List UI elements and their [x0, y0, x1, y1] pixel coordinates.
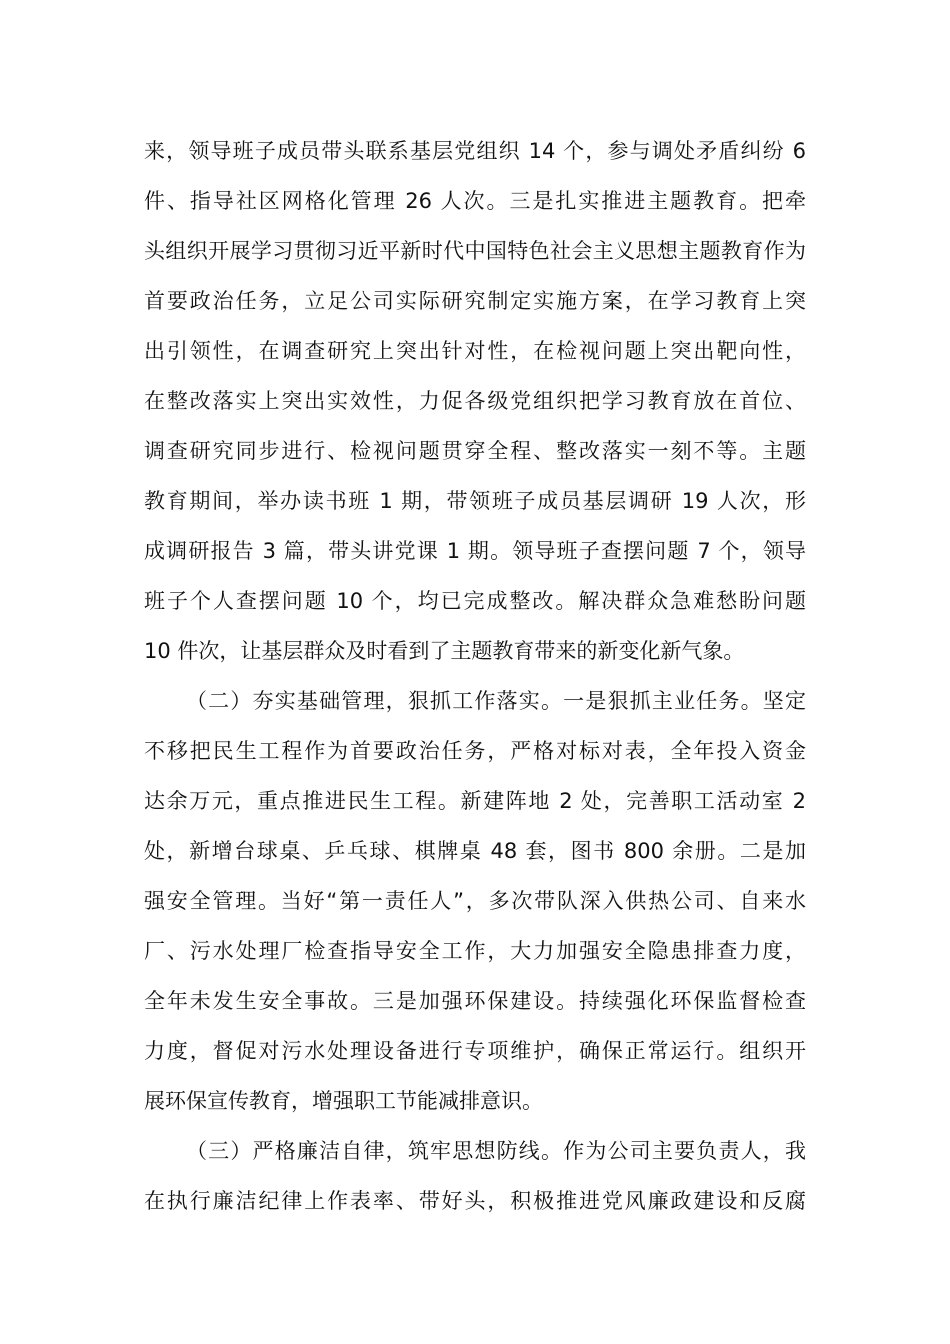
text-line: 不移把民生工程作为首要政治任务，严格对标对表，全年投入资金	[144, 739, 806, 763]
text-line: （二）夯实基础管理，狠抓工作落实。一是狠抓主业任务。坚定	[186, 689, 806, 713]
text-line: 调查研究同步进行、检视问题贯穿全程、整改落实一刻不等。主题	[144, 439, 806, 463]
text-line: （三）严格廉洁自律，筑牢思想防线。作为公司主要负责人，我	[186, 1139, 806, 1163]
paragraph-2	[144, 676, 806, 1126]
text-line: 在执行廉洁纪律上作表率、带好头，积极推进党风廉政建设和反腐	[144, 1189, 806, 1213]
paragraph-3	[144, 1126, 806, 1226]
text-line: 来，领导班子成员带头联系基层党组织 14 个，参与调处矛盾纠纷 6	[144, 139, 806, 163]
text-line: 班子个人查摆问题 10 个，均已完成整改。解决群众急难愁盼问题	[144, 589, 806, 613]
text-line: 达余万元，重点推进民生工程。新建阵地 2 处，完善职工活动室 2	[144, 789, 806, 813]
text-line: 头组织开展学习贯彻习近平新时代中国特色社会主义思想主题教育作为	[144, 239, 806, 263]
text-line: 在整改落实上突出实效性，力促各级党组织把学习教育放在首位、	[144, 389, 806, 413]
paragraph-1	[144, 126, 806, 676]
text-line: 力度，督促对污水处理设备进行专项维护，确保正常运行。组织开	[144, 1039, 806, 1063]
text-line: 出引领性，在调查研究上突出针对性，在检视问题上突出靶向性，	[144, 339, 806, 363]
text-line: 全年未发生安全事故。三是加强环保建设。持续强化环保监督检查	[144, 989, 806, 1013]
text-line: 教育期间，举办读书班 1 期，带领班子成员基层调研 19 人次，形	[144, 489, 806, 513]
text-line: 10 件次，让基层群众及时看到了主题教育带来的新变化新气象。	[144, 639, 745, 663]
text-line: 首要政治任务，立足公司实际研究制定实施方案，在学习教育上突	[144, 289, 806, 313]
text-line: 厂、污水处理厂检查指导安全工作，大力加强安全隐患排查力度，	[144, 939, 806, 963]
text-line: 处，新增台球桌、乒乓球、棋牌桌 48 套，图书 800 余册。二是加	[144, 839, 806, 863]
text-line: 展环保宣传教育，增强职工节能减排意识。	[144, 1089, 543, 1113]
document-body	[144, 126, 806, 1226]
text-line: 强安全管理。当好“第一责任人”，多次带队深入供热公司、自来水	[144, 889, 806, 913]
text-line: 件、指导社区网格化管理 26 人次。三是扎实推进主题教育。把牵	[144, 189, 806, 213]
text-line: 成调研报告 3 篇，带头讲党课 1 期。领导班子查摆问题 7 个，领导	[144, 539, 806, 563]
